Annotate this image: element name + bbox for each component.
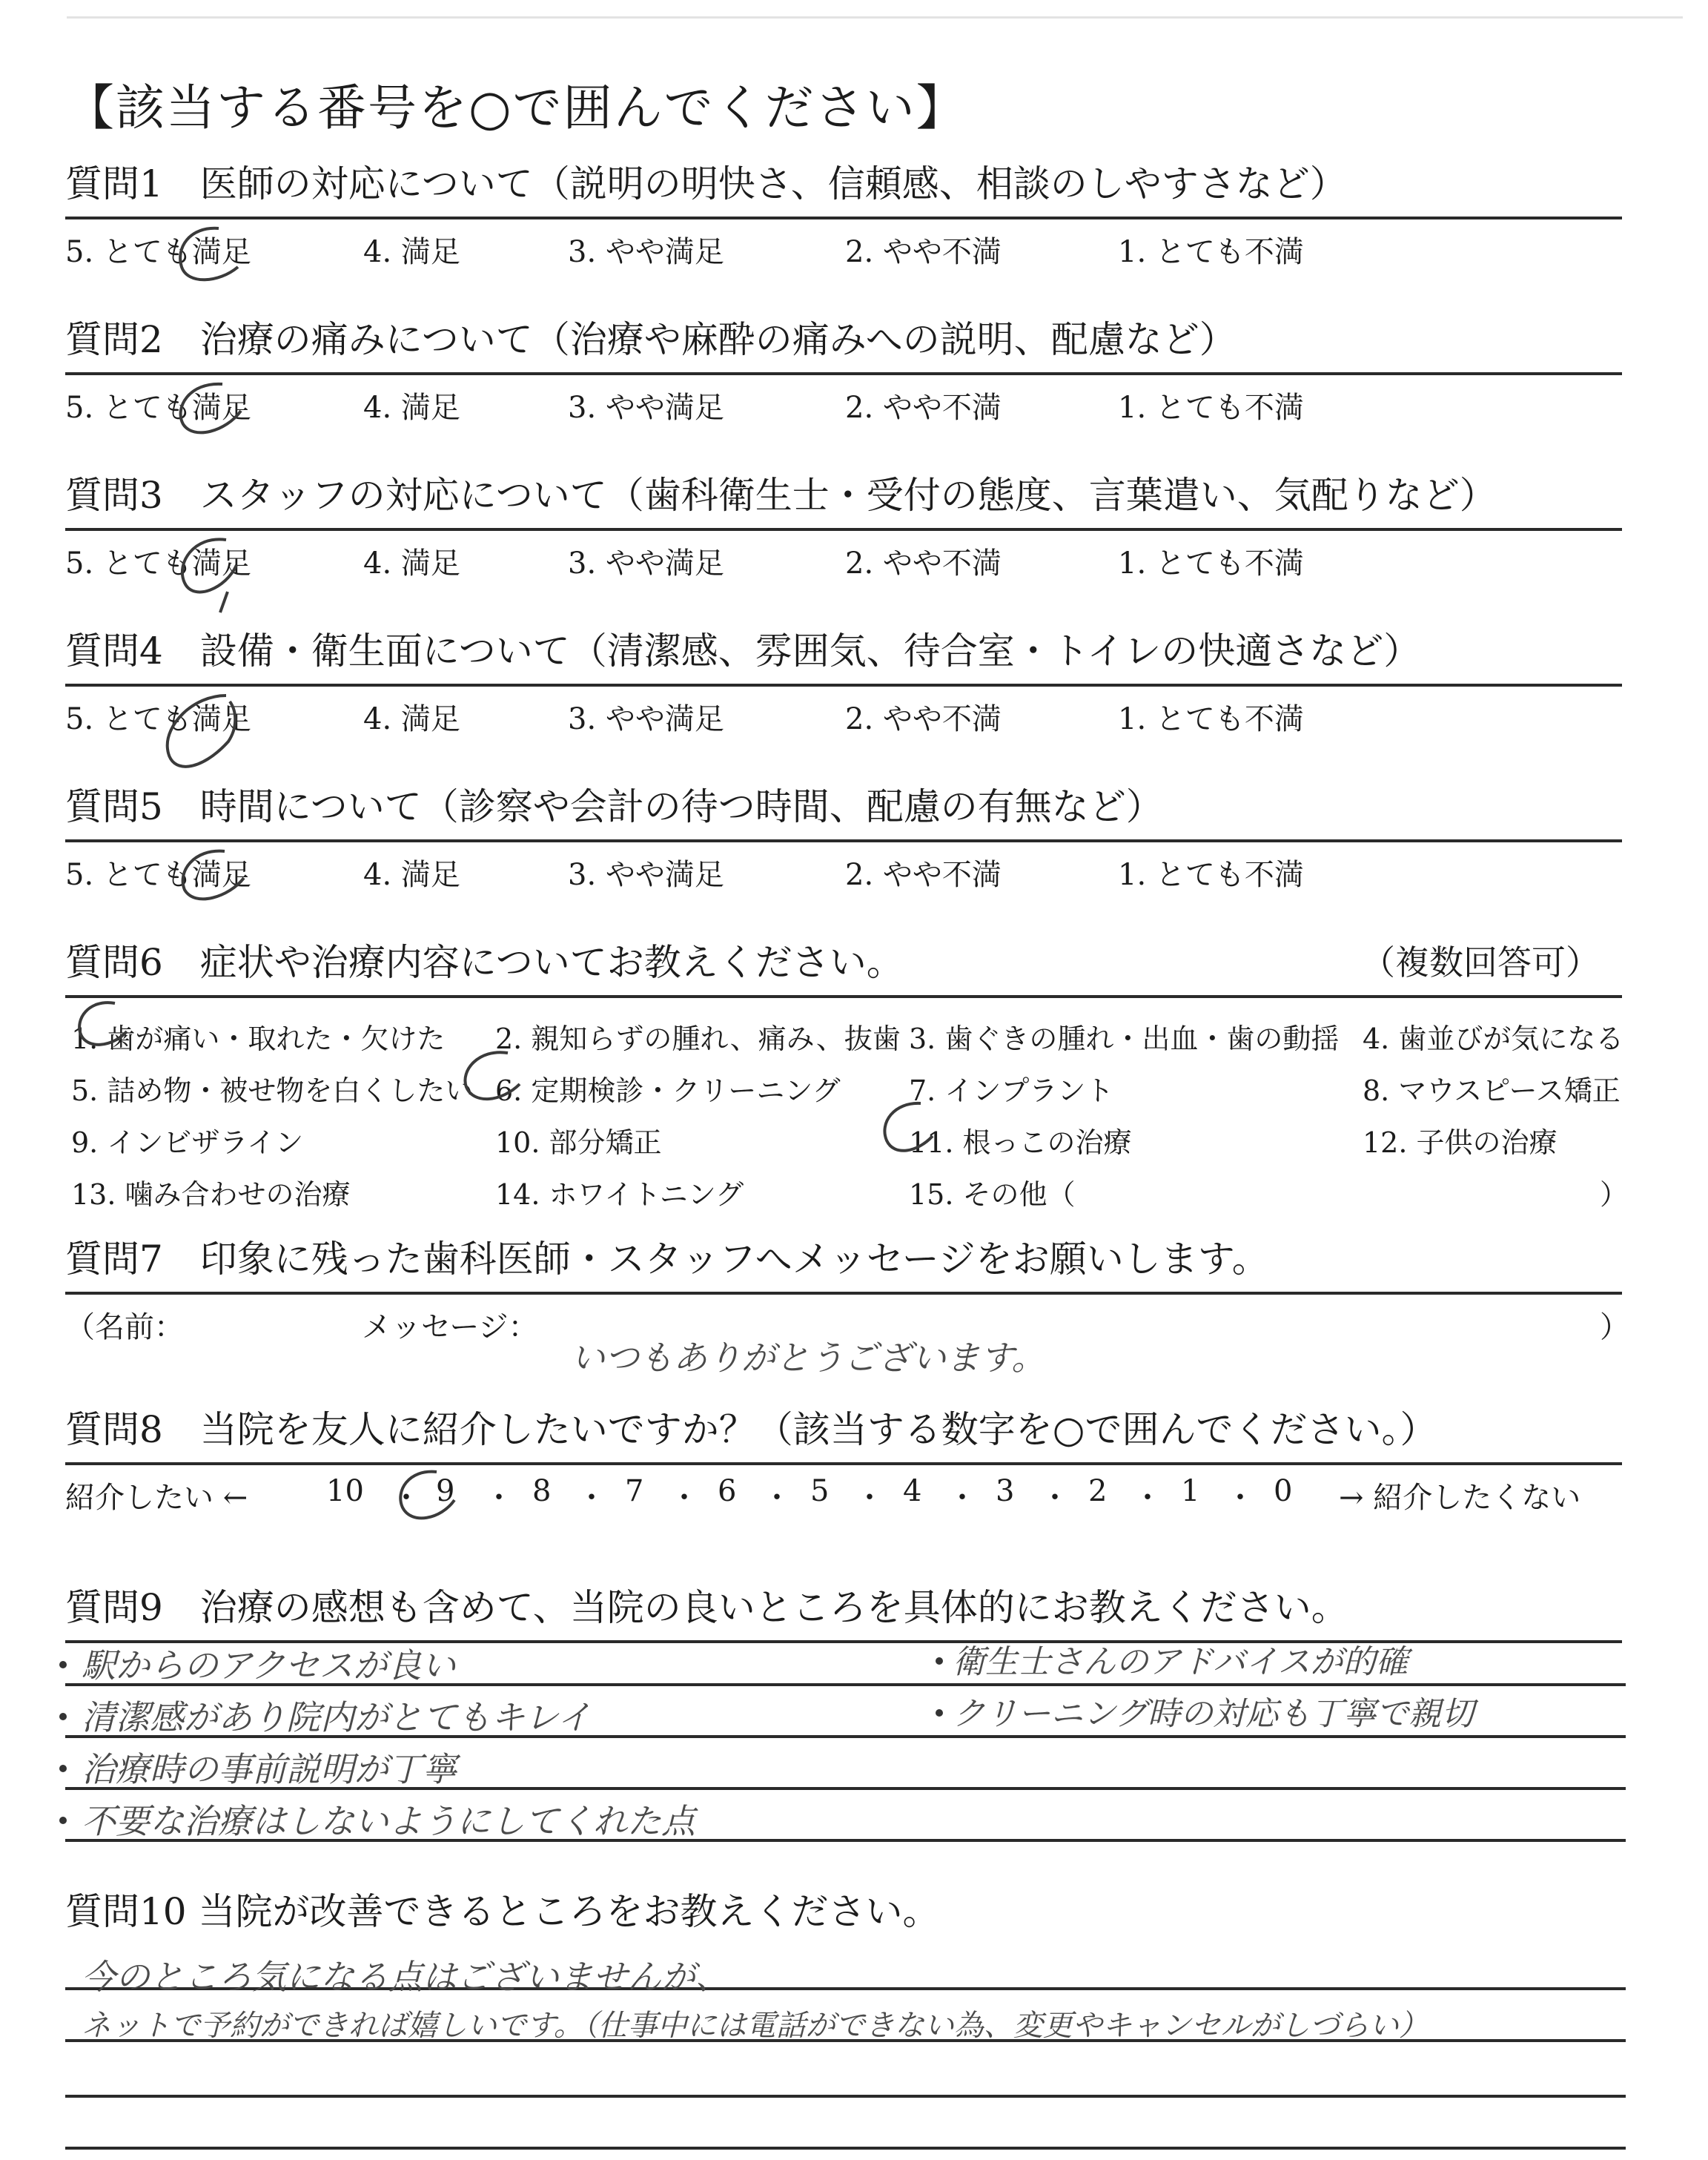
- scale-right-label: → 紹介したくない: [1339, 1481, 1581, 1515]
- question-5: [65, 771, 1622, 894]
- bullet: [59, 1765, 67, 1772]
- symptom-option-15[interactable]: 15. その他（: [909, 1178, 1076, 1211]
- scale-value-5[interactable]: 5: [810, 1474, 830, 1508]
- handwritten-answer[interactable]: 治療時の事前説明が丁寧: [82, 1749, 457, 1789]
- option-5[interactable]: 5. とても満足: [65, 702, 251, 736]
- message-label: メッセージ：: [362, 1310, 538, 1344]
- rating-options: [65, 842, 1622, 894]
- answer-line: [65, 2147, 1626, 2150]
- option-4[interactable]: 4. 満足: [363, 702, 460, 736]
- answer-line: [65, 2095, 1626, 2098]
- scale-separator: ・: [1133, 1481, 1162, 1515]
- scale-separator: ・: [669, 1481, 699, 1515]
- symptom-option-5[interactable]: 5. 詰め物・被せ物を白くしたい: [71, 1074, 474, 1107]
- option-3[interactable]: 3. やや満足: [568, 702, 724, 736]
- scale-separator: ・: [762, 1481, 792, 1515]
- symptom-option-2[interactable]: 2. 親知らずの腫れ、痛み、抜歯: [495, 1023, 901, 1055]
- handwritten-answer[interactable]: 衛生士さんのアドバイスが的確: [953, 1643, 1409, 1681]
- question-title: 質問4 設備・衛生面について（清潔感、雰囲気、待合室・トイレの快適さなど）: [65, 630, 1421, 673]
- question-4: [65, 615, 1622, 739]
- rating-options: [65, 531, 1622, 583]
- symptom-grid: [65, 998, 1629, 1221]
- bullet: [936, 1657, 943, 1665]
- scale-value-2[interactable]: 2: [1088, 1474, 1108, 1508]
- option-1[interactable]: 1. とても不満: [1118, 858, 1304, 892]
- symptom-option-8[interactable]: 8. マウスピース矯正: [1363, 1074, 1621, 1107]
- scale-separator: ・: [947, 1481, 977, 1515]
- top-rule: [67, 16, 1683, 19]
- scale-value-10[interactable]: 10: [326, 1474, 364, 1508]
- option-5[interactable]: 5. とても満足: [65, 391, 251, 425]
- symptom-option-1[interactable]: 1. 歯が痛い・取れた・欠けた: [71, 1023, 446, 1055]
- option-2[interactable]: 2. やや不満: [845, 546, 1002, 581]
- question-2: [65, 304, 1622, 427]
- handwritten-answer[interactable]: 今のところ気になる点はございませんが、: [82, 1957, 729, 1997]
- option-5[interactable]: 5. とても満足: [65, 546, 251, 581]
- handwritten-check-mark: [167, 845, 248, 912]
- option-3[interactable]: 3. やや満足: [568, 391, 724, 425]
- question-title: 質問6 症状や治療内容についてお教えください。: [65, 941, 904, 984]
- option-4[interactable]: 4. 満足: [363, 235, 460, 269]
- option-2[interactable]: 2. やや不満: [845, 702, 1002, 736]
- form-header: 【該当する番号を○で囲んでください】: [65, 79, 967, 136]
- symptom-option-13[interactable]: 13. 噛み合わせの治療: [71, 1178, 351, 1211]
- option-5[interactable]: 5. とても満足: [65, 858, 251, 892]
- rating-options: [65, 687, 1622, 739]
- scale-separator: ・: [484, 1481, 514, 1515]
- bullet: [59, 1817, 67, 1824]
- scale-separator: ・: [391, 1481, 421, 1515]
- handwritten-check-mark: [167, 534, 248, 615]
- question-7: [65, 1223, 1629, 1347]
- handwritten-answer[interactable]: 駅からのアクセスが良い: [82, 1645, 456, 1685]
- symptom-option-10[interactable]: 10. 部分矯正: [495, 1126, 662, 1159]
- scale-value-4[interactable]: 4: [903, 1474, 922, 1508]
- option-1[interactable]: 1. とても不満: [1118, 546, 1304, 581]
- recommend-scale: [65, 1465, 1622, 1517]
- message-close-paren: ）: [1600, 1310, 1629, 1344]
- scale-value-8[interactable]: 8: [532, 1474, 552, 1508]
- question-title: 質問1 医師の対応について（説明の明快さ、信頼感、相談のしやすさなど）: [65, 162, 1347, 205]
- scale-value-0[interactable]: 0: [1274, 1474, 1293, 1508]
- bullet: [59, 1661, 67, 1668]
- question-title: 質問8 当院を友人に紹介したいですか？（該当する数字を○で囲んでください。）: [65, 1408, 1437, 1451]
- handwritten-answer[interactable]: ネットで予約ができれば嬉しいです。（仕事中には電話ができない為、変更やキャンセルがしづらい）: [82, 2009, 1429, 2043]
- option-1[interactable]: 1. とても不満: [1118, 702, 1304, 736]
- scale-separator: ・: [855, 1481, 884, 1515]
- option-1[interactable]: 1. とても不満: [1118, 235, 1304, 269]
- symptom-option-14[interactable]: 14. ホワイトニング: [495, 1178, 744, 1211]
- question-title: 質問7 印象に残った歯科医師・スタッフへメッセージをお願いします。: [65, 1238, 1269, 1281]
- symptom-option-3[interactable]: 3. 歯ぐきの腫れ・出血・歯の動揺: [909, 1023, 1340, 1055]
- scale-separator: ・: [577, 1481, 606, 1515]
- option-3[interactable]: 3. やや満足: [568, 235, 724, 269]
- bullet: [59, 1713, 67, 1720]
- bullet: [936, 1709, 943, 1717]
- handwritten-circle-mark: [389, 1464, 463, 1531]
- handwritten-message[interactable]: いつもありがとうございます。: [571, 1338, 1046, 1378]
- option-3[interactable]: 3. やや満足: [568, 546, 724, 581]
- question-title: 質問3 スタッフの対応について（歯科衛生士・受付の態度、言葉遣い、気配りなど）: [65, 474, 1497, 517]
- handwritten-check-mark: [167, 378, 248, 445]
- handwritten-circle-mark: [875, 1097, 949, 1164]
- option-2[interactable]: 2. やや不満: [845, 235, 1002, 269]
- question-title: 質問5 時間について（診察や会計の待つ時間、配慮の有無など）: [65, 785, 1163, 828]
- question-title: 質問2 治療の痛みについて（治療や麻酔の痛みへの説明、配慮など）: [65, 318, 1237, 361]
- handwritten-check-mark: [156, 690, 252, 786]
- symptom-option-12[interactable]: 12. 子供の治療: [1363, 1126, 1558, 1159]
- symptom-option-4[interactable]: 4. 歯並びが気になる: [1363, 1023, 1624, 1055]
- symptom-option-6[interactable]: 6. 定期検診・クリーニング: [495, 1074, 841, 1107]
- question-3: [65, 460, 1622, 583]
- question-1: [65, 148, 1622, 271]
- option-2[interactable]: 2. やや不満: [845, 391, 1002, 425]
- option-2[interactable]: 2. やや不満: [845, 858, 1002, 892]
- question-10: [65, 1876, 1622, 1944]
- scale-value-7[interactable]: 7: [625, 1474, 644, 1508]
- handwritten-answer[interactable]: クリーニング時の対応も丁寧で親切: [953, 1695, 1474, 1733]
- option-3[interactable]: 3. やや満足: [568, 858, 724, 892]
- other-close-paren: ）: [1600, 1178, 1629, 1211]
- handwritten-answer[interactable]: 不要な治療はしないようにしてくれた点: [82, 1801, 695, 1841]
- scale-value-6[interactable]: 6: [718, 1474, 737, 1508]
- rating-options: [65, 375, 1622, 427]
- rating-options: [65, 219, 1622, 271]
- handwritten-circle-mark: [70, 997, 137, 1053]
- question-6: [65, 927, 1629, 1221]
- scale-separator: ・: [1040, 1481, 1070, 1515]
- question-8: [65, 1394, 1622, 1517]
- multiple-answers-note: （複数回答可）: [1361, 942, 1600, 982]
- name-label: （名前：: [65, 1310, 184, 1344]
- question-title: 質問10 当院が改善できるところをお教えください。: [65, 1890, 940, 1933]
- scale-separator: ・: [1225, 1481, 1255, 1515]
- scale-value-3[interactable]: 3: [996, 1474, 1015, 1508]
- option-5[interactable]: 5. とても満足: [65, 235, 251, 269]
- scale-left-label: 紹介したい ←: [65, 1481, 248, 1515]
- option-4[interactable]: 4. 満足: [363, 391, 460, 425]
- question-9: [65, 1572, 1622, 1643]
- handwritten-circle-mark: [456, 1046, 530, 1112]
- option-4[interactable]: 4. 満足: [363, 858, 460, 892]
- symptom-option-11[interactable]: 11. 根っこの治療: [909, 1126, 1132, 1159]
- symptom-option-7[interactable]: 7. インプラント: [909, 1074, 1114, 1107]
- handwritten-check-mark: [167, 222, 248, 289]
- scale-value-1[interactable]: 1: [1181, 1474, 1200, 1508]
- option-1[interactable]: 1. とても不満: [1118, 391, 1304, 425]
- option-4[interactable]: 4. 満足: [363, 546, 460, 581]
- scale-value-9[interactable]: 9: [436, 1474, 455, 1508]
- question-title: 質問9 治療の感想も含めて、当院の良いところを具体的にお教えください。: [65, 1586, 1348, 1629]
- handwritten-answer[interactable]: 清潔感があり院内がとてもキレイ: [82, 1697, 592, 1737]
- symptom-option-9[interactable]: 9. インビザライン: [71, 1126, 304, 1159]
